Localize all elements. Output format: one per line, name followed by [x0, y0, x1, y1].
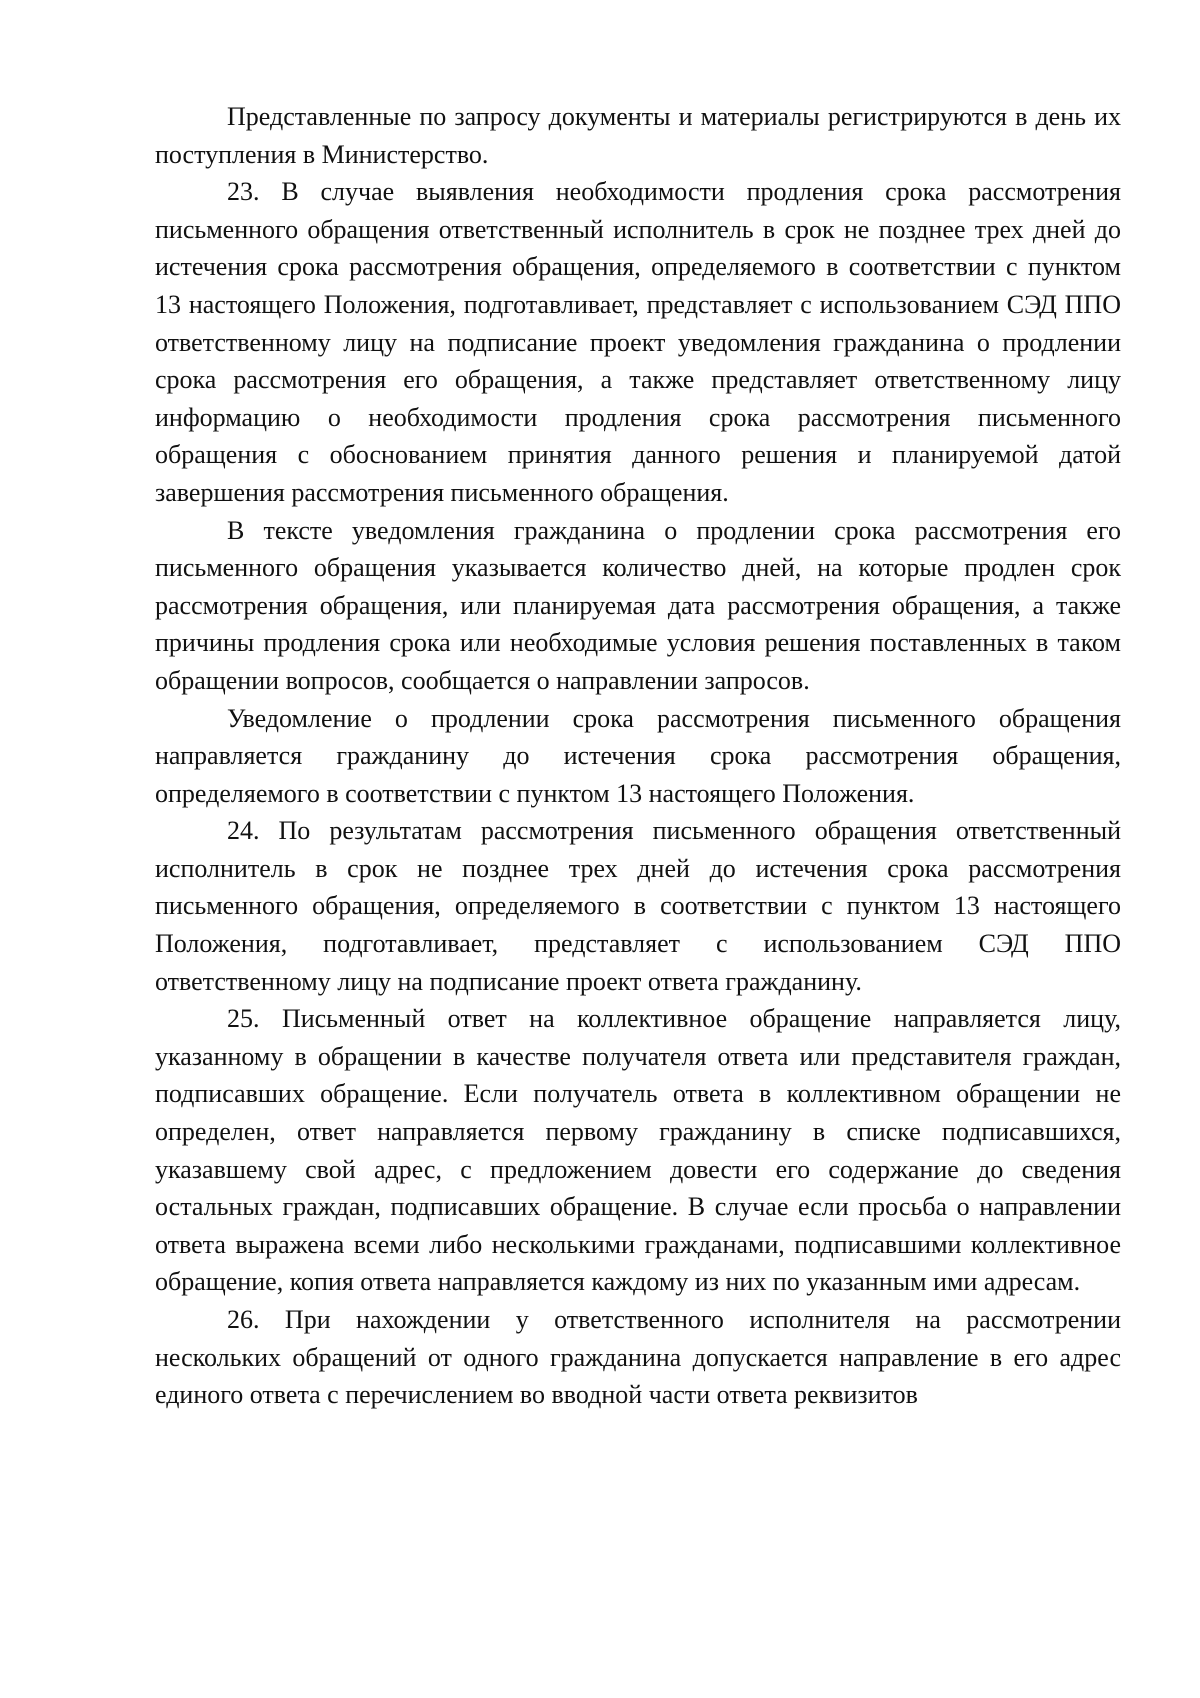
paragraph-26: 26. При нахождении у ответственного исполнителя на рассмотрении нескольких обращений от одного гражданина допускается направление в его адрес единого ответа с перечислением во вводной части ответа реквизитов — [155, 1305, 1121, 1410]
paragraph-24: 24. По результатам рассмотрения письменного обращения ответственный исполнитель в срок не позднее трех дней до истечения срока рассмотрения письменного обращения, определяемого в соответствии с пунктом 13 настоящего Положения, подготавливает, представляет с использованием СЭД ППО ответственному лицу на подписание проект ответа гражданину. — [155, 816, 1121, 996]
paragraph-notification-sending: Уведомление о продлении срока рассмотрения письменного обращения направляется гражданину до истечения срока рассмотрения обращения, определяемого в соответствии с пунктом 13 настоящего Положения. — [155, 703, 1121, 808]
document-page — [155, 98, 1121, 1414]
paragraph-notification-text: В тексте уведомления гражданина о продлении срока рассмотрения его письменного обращения указывается количество дней, на которые продлен срок рассмотрения обращения, или планируемая дата рассмотрения обращения, а также причины продления срока или необходимые условия решения поставленных в таком обращении вопросов, сообщается о направлении запросов. — [155, 515, 1121, 695]
paragraph-registration: Представленные по запросу документы и материалы регистрируются в день их поступления в Министерство. — [155, 102, 1121, 169]
paragraph-23: 23. В случае выявления необходимости продления срока рассмотрения письменного обращения ответственный исполнитель в срок не позднее трех дней до истечения срока рассмотрения обращения, определяемого в соответствии с пунктом 13 настоящего Положения, подготавливает, представляет с использованием СЭД ППО ответственному лицу на подписание проект уведомления гражданина о продлении срока рассмотрения его обращения, а также представляет ответственному лицу информацию о необходимости продления срока рассмотрения письменного обращения с обоснованием принятия данного решения и планируемой датой завершения рассмотрения письменного обращения. — [155, 177, 1121, 507]
paragraph-25: 25. Письменный ответ на коллективное обращение направляется лицу, указанному в обращении в качестве получателя ответа или представителя граждан, подписавших обращение. Если получатель ответа в коллективном обращении не определен, ответ направляется первому гражданину в списке подписавшихся, указавшему свой адрес, с предложением довести его содержание до сведения остальных граждан, подписавших обращение. В случае если просьба о направлении ответа выражена всеми либо несколькими гражданами, подписавшими коллективное обращение, копия ответа направляется каждому из них по указанным ими адресам. — [155, 1004, 1121, 1297]
